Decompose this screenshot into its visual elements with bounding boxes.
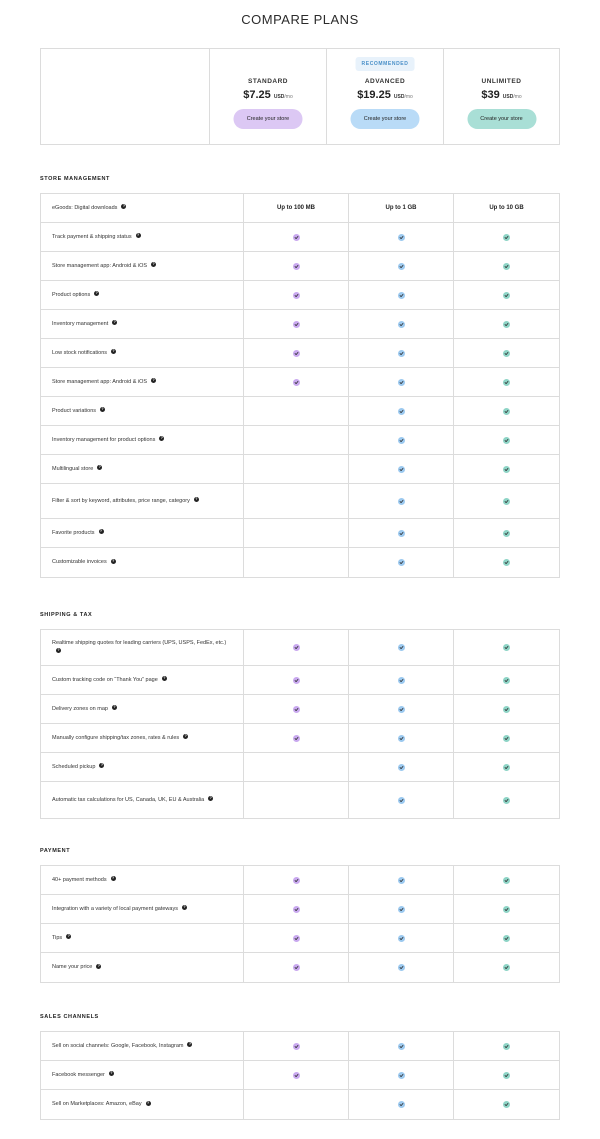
feature-label: Store management app: Android & iOS xyxy=(52,378,148,385)
plan-value-cell xyxy=(454,1061,559,1089)
checkmark-icon xyxy=(503,292,510,299)
help-icon[interactable]: ? xyxy=(67,934,70,939)
feature-name-cell xyxy=(41,339,244,367)
feature-name-cell xyxy=(41,310,244,338)
plans-header-spacer xyxy=(41,49,210,144)
plan-value-cell xyxy=(454,426,559,454)
checkmark-icon xyxy=(503,764,510,771)
feature-row xyxy=(41,310,559,339)
feature-name-cell xyxy=(41,223,244,251)
plan-value-cell xyxy=(454,724,559,752)
plan-value-cell xyxy=(244,753,349,781)
feature-name-cell xyxy=(41,753,244,781)
plan-value-cell xyxy=(454,519,559,547)
help-icon[interactable]: ? xyxy=(112,349,115,354)
feature-row xyxy=(41,339,559,368)
checkmark-icon xyxy=(398,292,405,299)
price-currency: USD xyxy=(502,94,514,100)
plan-value-cell xyxy=(454,548,559,577)
feature-name-cell xyxy=(41,281,244,309)
checkmark-icon xyxy=(398,706,405,713)
checkmark-icon xyxy=(398,797,405,804)
help-icon[interactable]: ? xyxy=(188,1042,192,1047)
feature-label: Multilingual store xyxy=(52,465,94,472)
plan-value-cell xyxy=(244,455,349,483)
checkmark-icon xyxy=(293,379,300,386)
feature-row xyxy=(41,782,559,818)
section-heading-sales-channels: SALES CHANNELS xyxy=(40,1014,99,1020)
plan-value-cell xyxy=(244,724,349,752)
checkmark-icon xyxy=(398,234,405,241)
feature-row xyxy=(41,484,559,519)
feature-name-cell xyxy=(41,519,244,547)
page-title: COMPARE PLANS xyxy=(241,12,359,27)
help-icon[interactable]: ? xyxy=(146,1100,150,1105)
feature-label: Scheduled pickup xyxy=(52,763,96,770)
feature-row xyxy=(41,1032,559,1061)
create-store-button-unlimited[interactable]: Create your store xyxy=(467,109,536,129)
help-icon[interactable]: ? xyxy=(97,963,100,968)
checkmark-icon xyxy=(398,559,405,566)
checkmark-icon xyxy=(293,935,300,942)
feature-row xyxy=(41,519,559,548)
plan-value-cell xyxy=(349,426,454,454)
price-amount: $7.25 xyxy=(243,89,271,101)
feature-table-payment xyxy=(40,865,560,983)
price-amount: $39 xyxy=(481,89,500,101)
feature-label: Product variations xyxy=(52,407,97,414)
checkmark-icon xyxy=(293,1072,300,1079)
checkmark-icon xyxy=(398,321,405,328)
feature-row xyxy=(41,194,559,223)
plan-value-cell xyxy=(244,310,349,338)
checkmark-icon xyxy=(293,234,300,241)
checkmark-icon xyxy=(293,263,300,270)
plan-value-cell xyxy=(244,695,349,723)
help-icon[interactable]: ? xyxy=(183,905,186,910)
checkmark-icon xyxy=(398,735,405,742)
plan-value-cell xyxy=(244,223,349,251)
plan-value-cell xyxy=(349,895,454,923)
help-icon[interactable]: ? xyxy=(152,262,155,267)
checkmark-icon xyxy=(398,498,405,505)
checkmark-icon xyxy=(398,466,405,473)
feature-table-store-management xyxy=(40,193,560,578)
feature-name-cell xyxy=(41,426,244,454)
feature-name-cell xyxy=(41,630,244,665)
feature-label: eGoods: Digital downloads xyxy=(52,204,118,211)
feature-name-cell xyxy=(41,1061,244,1089)
feature-label: Inventory management for product options xyxy=(52,436,156,443)
checkmark-icon xyxy=(293,877,300,884)
plan-unlimited xyxy=(444,49,559,144)
plan-value-cell xyxy=(349,724,454,752)
feature-name-cell xyxy=(41,895,244,923)
plan-value-cell xyxy=(454,194,559,222)
feature-row xyxy=(41,281,559,310)
checkmark-icon xyxy=(503,437,510,444)
section-heading-shipping-tax: SHIPPING & TAX xyxy=(40,612,93,618)
plan-value-cell xyxy=(349,1032,454,1060)
plan-value-cell xyxy=(244,194,349,222)
price-currency: USD xyxy=(273,94,285,100)
feature-row xyxy=(41,924,559,953)
checkmark-icon xyxy=(293,350,300,357)
checkmark-icon xyxy=(503,906,510,913)
plan-value-cell xyxy=(349,397,454,425)
plan-value-cell xyxy=(349,252,454,280)
plan-value-cell xyxy=(244,519,349,547)
feature-table-shipping-tax xyxy=(40,629,560,819)
plan-value-cell xyxy=(349,630,454,665)
plan-value-cell xyxy=(454,368,559,396)
plan-value-cell xyxy=(244,426,349,454)
checkmark-icon xyxy=(503,1101,510,1108)
feature-row xyxy=(41,953,559,982)
help-icon[interactable]: ? xyxy=(99,529,103,534)
feature-label: Automatic tax calculations for US, Canada, UK, EU & Australia xyxy=(52,796,205,803)
section-heading-payment: PAYMENT xyxy=(40,848,71,854)
plan-value-cell xyxy=(349,519,454,547)
feature-row xyxy=(41,753,559,782)
checkmark-icon xyxy=(503,530,510,537)
plan-value-cell xyxy=(454,782,559,818)
plan-value-cell xyxy=(244,666,349,694)
plan-value-cell xyxy=(244,924,349,952)
feature-label: Sell on social channels: Google, Facebook, Instagram xyxy=(52,1042,184,1049)
checkmark-icon xyxy=(398,764,405,771)
checkmark-icon xyxy=(293,321,300,328)
feature-name-cell xyxy=(41,953,244,982)
plan-value-cell xyxy=(244,1090,349,1119)
feature-label: Track payment & shipping status xyxy=(52,233,132,240)
checkmark-icon xyxy=(503,350,510,357)
checkmark-icon xyxy=(503,1043,510,1050)
feature-name-cell xyxy=(41,252,244,280)
feature-name-cell xyxy=(41,548,244,577)
feature-label: Inventory management xyxy=(52,320,109,327)
feature-label: Product options xyxy=(52,291,91,298)
plan-value-cell xyxy=(454,924,559,952)
checkmark-icon xyxy=(398,1072,405,1079)
plan-value-cell xyxy=(244,782,349,818)
checkmark-icon xyxy=(293,964,300,971)
feature-name-cell xyxy=(41,484,244,518)
help-icon[interactable]: ? xyxy=(113,320,116,325)
checkmark-icon xyxy=(398,877,405,884)
help-icon[interactable]: ? xyxy=(101,407,104,412)
checkmark-icon xyxy=(503,964,510,971)
price-period: /mo xyxy=(284,94,293,100)
checkmark-icon xyxy=(293,735,300,742)
plan-value-cell xyxy=(454,223,559,251)
checkmark-icon xyxy=(503,234,510,241)
plan-value-cell xyxy=(244,252,349,280)
feature-label: Name your price xyxy=(52,964,93,971)
help-icon[interactable]: ? xyxy=(100,763,104,768)
plan-value-text: Up to 100 MB xyxy=(276,205,315,211)
feature-name-cell xyxy=(41,368,244,396)
checkmark-icon xyxy=(398,1101,405,1108)
checkmark-icon xyxy=(503,559,510,566)
plan-value-cell xyxy=(454,866,559,894)
help-icon[interactable]: ? xyxy=(184,734,187,739)
checkmark-icon xyxy=(398,964,405,971)
checkmark-icon xyxy=(503,1072,510,1079)
plan-value-cell xyxy=(349,339,454,367)
section-heading-store-management: STORE MANAGEMENT xyxy=(40,176,111,182)
plan-value-cell xyxy=(349,368,454,396)
checkmark-icon xyxy=(293,292,300,299)
plan-value-cell xyxy=(454,1090,559,1119)
checkmark-icon xyxy=(398,263,405,270)
checkmark-icon xyxy=(503,466,510,473)
feature-table-sales-channels xyxy=(40,1031,560,1120)
feature-label: Tips xyxy=(52,934,63,941)
plan-value-cell xyxy=(454,310,559,338)
plan-value-cell xyxy=(349,782,454,818)
feature-label: Sell on Marketplaces: Amazon, eBay xyxy=(52,1101,142,1108)
feature-label: Store management app: Android & iOS xyxy=(52,262,148,269)
plan-value-cell xyxy=(349,310,454,338)
plan-name: ADVANCED xyxy=(364,78,406,85)
feature-row xyxy=(41,548,559,577)
plan-value-cell xyxy=(244,630,349,665)
plan-value-cell xyxy=(454,695,559,723)
feature-row xyxy=(41,1061,559,1090)
checkmark-icon xyxy=(398,677,405,684)
feature-name-cell xyxy=(41,782,244,818)
feature-label: Favorite products xyxy=(52,529,95,536)
checkmark-icon xyxy=(398,1043,405,1050)
price-amount: $19.25 xyxy=(357,89,391,101)
create-store-button-standard[interactable]: Create your store xyxy=(234,109,303,129)
feature-row xyxy=(41,695,559,724)
checkmark-icon xyxy=(503,797,510,804)
feature-label: 40+ payment methods xyxy=(52,876,107,883)
help-icon[interactable]: ? xyxy=(57,648,60,653)
feature-label: Filter & sort by keyword, attributes, price range, category xyxy=(52,497,190,504)
checkmark-icon xyxy=(398,408,405,415)
checkmark-icon xyxy=(293,706,300,713)
plan-value-cell xyxy=(349,281,454,309)
feature-name-cell xyxy=(41,1090,244,1119)
plan-value-cell xyxy=(349,695,454,723)
checkmark-icon xyxy=(503,935,510,942)
plan-value-cell xyxy=(349,924,454,952)
feature-row xyxy=(41,252,559,281)
plan-value-cell xyxy=(349,753,454,781)
help-icon[interactable]: ? xyxy=(163,676,166,681)
plan-value-cell xyxy=(454,281,559,309)
checkmark-icon xyxy=(503,677,510,684)
plan-value-cell xyxy=(454,1032,559,1060)
checkmark-icon xyxy=(293,644,300,651)
feature-label: Manually configure shipping/tax zones, rates & rules xyxy=(52,734,180,741)
help-icon[interactable]: ? xyxy=(195,497,198,502)
plan-value-cell xyxy=(454,666,559,694)
feature-label: Low stock notifications xyxy=(52,349,108,356)
plan-value-cell xyxy=(244,281,349,309)
plan-value-cell xyxy=(349,455,454,483)
help-icon[interactable]: ? xyxy=(113,705,116,710)
feature-label: Realtime shipping quotes for leading carriers (UPS, USPS, FedEx, etc.) xyxy=(52,639,227,646)
help-icon[interactable]: ? xyxy=(209,796,212,801)
plan-value-cell xyxy=(349,1090,454,1119)
plan-value-text: Up to 10 GB xyxy=(489,205,524,211)
feature-row xyxy=(41,223,559,252)
plan-value-cell xyxy=(349,666,454,694)
plans-header xyxy=(40,48,560,145)
feature-row xyxy=(41,895,559,924)
help-icon[interactable]: ? xyxy=(112,558,115,563)
plan-value-cell xyxy=(454,953,559,982)
plan-value-cell xyxy=(454,753,559,781)
feature-name-cell xyxy=(41,924,244,952)
plan-value-cell xyxy=(349,1061,454,1089)
help-icon[interactable]: ? xyxy=(152,378,155,383)
checkmark-icon xyxy=(503,408,510,415)
plan-value-cell xyxy=(454,630,559,665)
feature-row xyxy=(41,455,559,484)
plan-price xyxy=(327,89,443,101)
checkmark-icon xyxy=(398,644,405,651)
plan-price xyxy=(444,89,559,101)
feature-row xyxy=(41,368,559,397)
help-icon[interactable]: ? xyxy=(122,204,126,209)
help-icon[interactable]: ? xyxy=(111,876,115,881)
help-icon[interactable]: ? xyxy=(136,233,140,238)
feature-name-cell xyxy=(41,695,244,723)
feature-name-cell xyxy=(41,455,244,483)
plan-value-cell xyxy=(454,397,559,425)
plan-value-cell xyxy=(244,866,349,894)
price-period: /mo xyxy=(404,94,413,100)
plan-name: UNLIMITED xyxy=(481,78,522,85)
plan-value-cell xyxy=(454,455,559,483)
help-icon[interactable]: ? xyxy=(160,436,163,441)
create-store-button-advanced[interactable]: Create your store xyxy=(351,109,420,129)
feature-label: Facebook messenger xyxy=(52,1071,105,1078)
checkmark-icon xyxy=(398,379,405,386)
plan-value-cell xyxy=(244,953,349,982)
plan-value-cell xyxy=(349,953,454,982)
feature-row xyxy=(41,1090,559,1119)
feature-name-cell xyxy=(41,1032,244,1060)
checkmark-icon xyxy=(503,263,510,270)
checkmark-icon xyxy=(503,735,510,742)
feature-name-cell xyxy=(41,866,244,894)
checkmark-icon xyxy=(503,644,510,651)
help-icon[interactable]: ? xyxy=(95,291,98,296)
plan-value-cell xyxy=(454,339,559,367)
plan-price xyxy=(210,89,326,101)
plan-value-cell xyxy=(244,484,349,518)
plan-value-cell xyxy=(454,252,559,280)
help-icon[interactable]: ? xyxy=(98,465,101,470)
feature-row xyxy=(41,866,559,895)
plan-value-cell xyxy=(244,368,349,396)
plan-standard xyxy=(210,49,327,144)
checkmark-icon xyxy=(503,379,510,386)
feature-label: Customizable invoices xyxy=(52,559,107,566)
checkmark-icon xyxy=(398,906,405,913)
checkmark-icon xyxy=(503,498,510,505)
checkmark-icon xyxy=(293,1043,300,1050)
plan-name: STANDARD xyxy=(248,78,288,85)
plan-value-cell xyxy=(349,194,454,222)
recommended-badge: RECOMMENDED xyxy=(356,57,415,71)
checkmark-icon xyxy=(398,530,405,537)
plan-value-cell xyxy=(349,484,454,518)
plan-value-cell xyxy=(454,484,559,518)
plan-value-cell xyxy=(349,866,454,894)
feature-name-cell xyxy=(41,397,244,425)
price-currency: USD xyxy=(393,94,405,100)
feature-name-cell xyxy=(41,194,244,222)
feature-row xyxy=(41,397,559,426)
feature-row xyxy=(41,666,559,695)
plan-advanced xyxy=(327,49,444,144)
checkmark-icon xyxy=(293,906,300,913)
plan-value-cell xyxy=(349,548,454,577)
plan-value-cell xyxy=(454,895,559,923)
checkmark-icon xyxy=(398,437,405,444)
feature-row xyxy=(41,426,559,455)
checkmark-icon xyxy=(293,677,300,684)
feature-name-cell xyxy=(41,724,244,752)
feature-label: Integration with a variety of local payment gateways xyxy=(52,905,178,912)
plan-value-cell xyxy=(244,1032,349,1060)
feature-label: Delivery zones on map xyxy=(52,705,108,712)
checkmark-icon xyxy=(503,706,510,713)
plan-value-cell xyxy=(244,397,349,425)
checkmark-icon xyxy=(398,350,405,357)
checkmark-icon xyxy=(503,321,510,328)
plan-value-cell xyxy=(244,548,349,577)
feature-row xyxy=(41,724,559,753)
plan-value-cell xyxy=(244,1061,349,1089)
plan-value-cell xyxy=(244,895,349,923)
checkmark-icon xyxy=(398,935,405,942)
help-icon[interactable]: ? xyxy=(110,1071,113,1076)
plan-value-cell xyxy=(244,339,349,367)
checkmark-icon xyxy=(503,877,510,884)
price-period: /mo xyxy=(513,94,522,100)
plan-value-text: Up to 1 GB xyxy=(385,205,417,211)
feature-name-cell xyxy=(41,666,244,694)
feature-label: Custom tracking code on “Thank You” page xyxy=(52,676,158,683)
plan-value-cell xyxy=(349,223,454,251)
feature-row xyxy=(41,630,559,666)
